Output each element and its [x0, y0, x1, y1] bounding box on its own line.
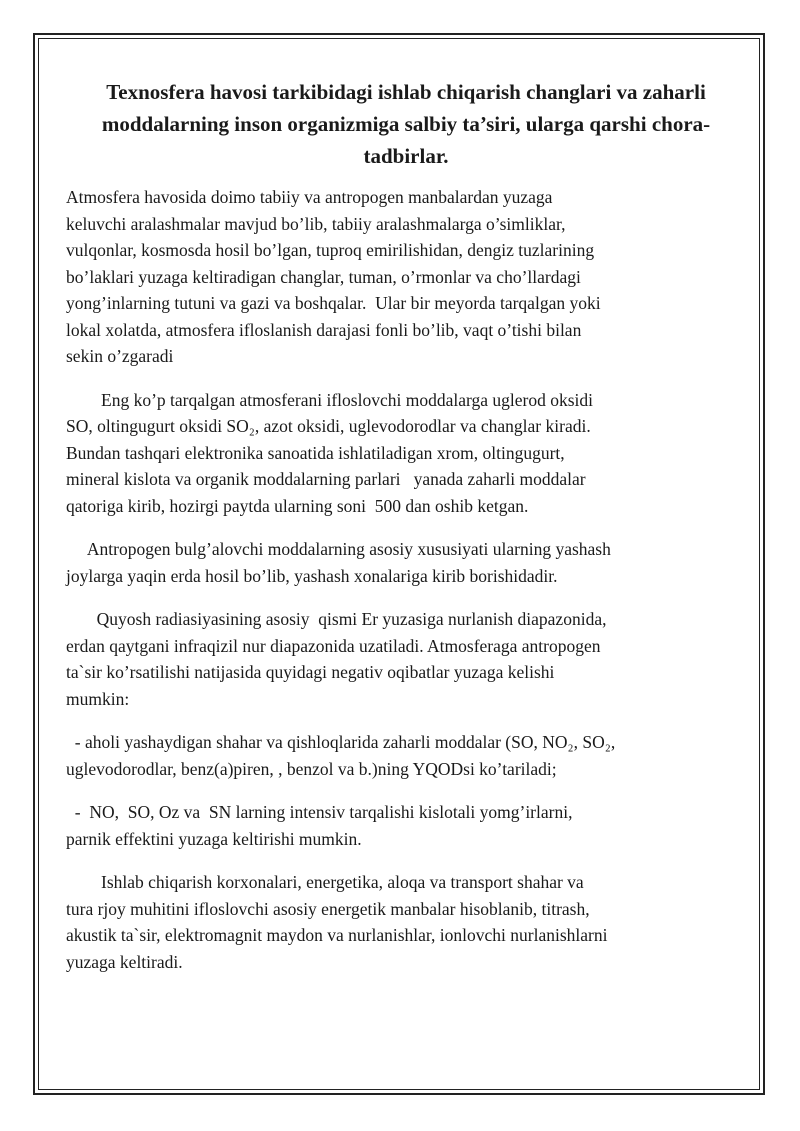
paragraph-line: Atmosfera havosida doimo tabiiy va antropogen manbalardan yuzaga: [66, 187, 553, 207]
paragraph-line: bo’laklari yuzaga keltiradigan changlar, tuman, o’rmonlar va cho’llardagi: [66, 266, 581, 287]
paragraph-line: Antropogen bulg’alovchi moddalarning asosiy xususiyati ularning yashash: [66, 539, 611, 559]
paragraph-line: Ishlab chiqarish korxonalari, energetika, aloqa va transport shahar va: [66, 872, 584, 892]
paragraph-line: sekin o’zgaradi: [66, 346, 174, 366]
paragraph-line: Quyosh radiasiyasining asosiy qismi Er yuzasiga nurlanish diapazonida,: [66, 609, 607, 629]
paragraph-line: yuzaga keltiradi.: [66, 951, 183, 972]
paragraph: [66, 387, 746, 520]
paragraph-line: ta`sir ko’rsatilishi natijasida quyidagi negativ oqibatlar yuzaga kelishi: [66, 662, 555, 682]
paragraph-list: [66, 184, 746, 975]
paragraph-line: erdan qaytgani infraqizil nur diapazonida uzatiladi. Atmosferaga antropogen: [66, 635, 601, 656]
paragraph-line: akustik ta`sir, elektromagnit maydon va nurlanishlar, ionlovchi nurlanishlarni: [66, 925, 608, 945]
paragraph-line: vulqonlar, kosmosda hosil bo’lgan, tuproq emirilishidan, dengiz tuzlarining: [66, 240, 595, 260]
paragraph-line: - aholi yashaydigan shahar va qishloqlarida zaharli moddalar (SO, NO₂, SO₂,: [66, 732, 616, 752]
paragraph-line: qatoriga kirib, hozirgi paytda ularning soni 500 dan oshib ketgan.: [66, 495, 529, 516]
paragraph-line: - NO, SO, Oz va SN larning intensiv tarqalishi kislotali yomg’irlarni,: [66, 802, 573, 822]
paragraph-line: SO, oltingugurt oksidi SO₂, azot oksidi, uglevodorodlar va changlar kiradi.: [66, 416, 591, 436]
paragraph-line: uglevodorodlar, benz(a)piren, , benzol va b.)ning YQODsi ko’tariladi;: [66, 758, 557, 779]
paragraph-line: mineral kislota va organik moddalarning parlari yanada zaharli moddalar: [66, 469, 586, 489]
paragraph: [66, 799, 746, 852]
paragraph: [66, 184, 746, 370]
paragraph-line: lokal xolatda, atmosfera ifloslanish darajasi fonli bo’lib, vaqt o’tishi bilan: [66, 319, 582, 340]
paragraph-line: yong’inlarning tutuni va gazi va boshqalar. Ular bir meyorda tarqalgan yoki: [66, 293, 601, 313]
paragraph-line: tura rjoy muhitini ifloslovchi asosiy energetik manbalar hisoblanib, titrash,: [66, 898, 590, 919]
document-title: Texnosfera havosi tarkibidagi ishlab chiqarish changlari va zaharli moddalarning inson organizmiga salbiy ta’siri, ularga qarshi chora-tadbirlar.: [101, 80, 711, 168]
document-body: [66, 76, 746, 992]
paragraph-line: keluvchi aralashmalar mavjud bo’lib, tabiiy aralashmalarga o’simliklar,: [66, 213, 566, 234]
paragraph: [66, 606, 746, 712]
paragraph-line: Bundan tashqari elektronika sanoatida ishlatiladigan xrom, oltingugurt,: [66, 442, 565, 463]
paragraph: [66, 536, 746, 589]
paragraph-line: Eng ko’p tarqalgan atmosferani ifloslovchi moddalarga uglerod oksidi: [66, 389, 593, 410]
paragraph-line: mumkin:: [66, 688, 130, 709]
paragraph: [66, 869, 746, 975]
paragraph: [66, 729, 746, 782]
paragraph-line: joylarga yaqin erda hosil bo’lib, yashash xonalariga kirib borishidadir.: [66, 565, 558, 586]
paragraph-line: parnik effektini yuzaga keltirishi mumkin.: [66, 828, 362, 849]
